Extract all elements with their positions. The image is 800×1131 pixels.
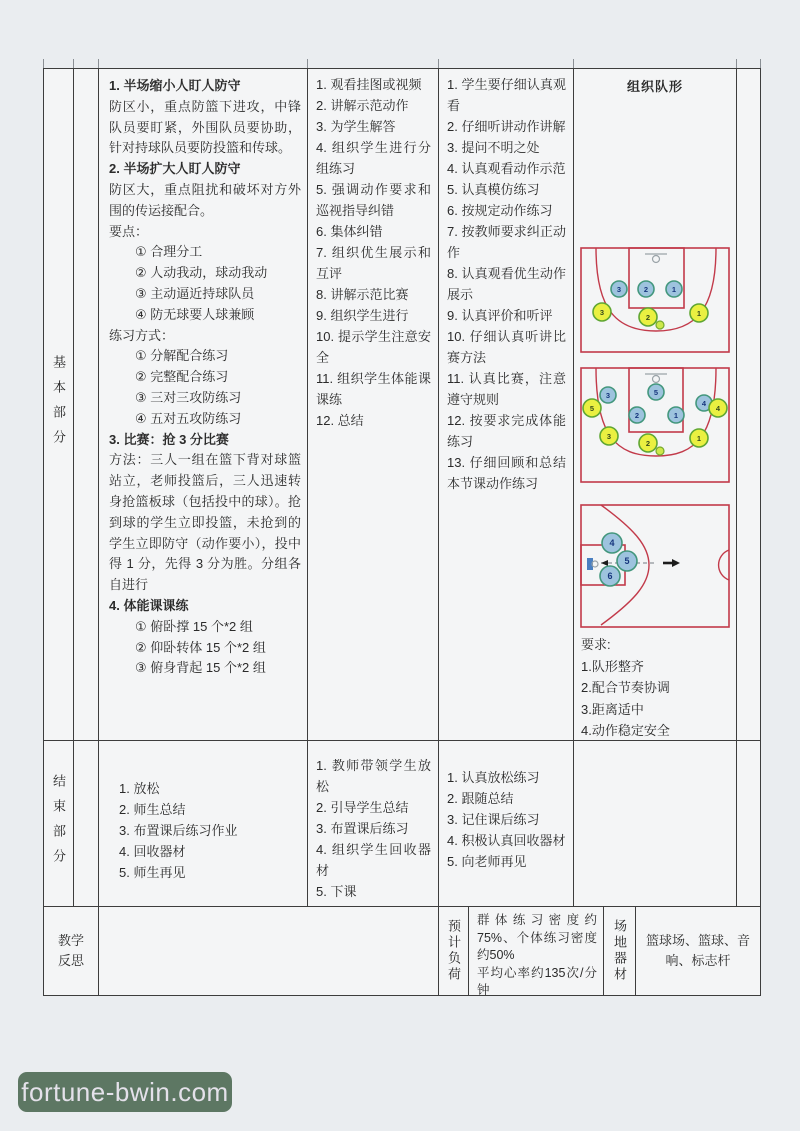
teacher-activity-item: 9. 组织学生进行 (316, 308, 409, 323)
student-activity-item: 3. 提问不明之处 (447, 140, 540, 155)
watermark-badge: fortune-bwin.com (18, 1072, 232, 1112)
ending-teacher-item: 5. 下课 (316, 884, 357, 900)
court-diagram-3v3 (579, 247, 731, 354)
student-activity-item: 1. 学生要仔细认真观看 (447, 77, 566, 113)
requirement-line: 2.配合节奏协调 (581, 680, 670, 695)
row-basic-part (44, 69, 760, 741)
row-footer (44, 907, 760, 995)
svg-text:2: 2 (634, 411, 640, 420)
svg-text:4: 4 (609, 538, 615, 548)
ending-teacher-item: 2. 引导学生总结 (316, 800, 409, 816)
student-activity-item: 9. 认真评价和听评 (447, 308, 553, 323)
ending-content-item: 3. 布置课后练习作业 (119, 822, 238, 838)
expected-load-label: 预计负荷 (439, 907, 469, 995)
student-activity-item: 11. 认真比赛，注意遵守规则 (447, 371, 566, 407)
content-line: 方法：三人一组在篮下背对球篮站立，老师投篮后，三人迅速转身抢篮板球（包括投中的球）。抢到球的学生立即投篮，未抢到的学生立即防守（动作要小），投中得 1 分，先得 3 分为胜。分组各自进行 (109, 452, 301, 593)
defense-players (600, 384, 712, 423)
student-activity-item: 5. 认真模仿练习 (447, 182, 540, 197)
content-line: ① 俯卧撑 15 个*2 组 (135, 618, 253, 634)
student-activity-item: 4. 认真观看动作示范 (447, 161, 566, 176)
ball-icon (656, 447, 664, 455)
table-top-stub (73, 59, 74, 68)
content-line: ③ 三对三攻防练习 (135, 389, 242, 405)
content-line: ① 合理分工 (135, 244, 203, 260)
content-line: 防区小，重点防篮下进攻，中锋队员要盯紧，外围队员要协助，针对持球队员要防投篮和传球。 (109, 98, 301, 156)
defense-players (611, 281, 682, 297)
requirement-line: 3.距离适中 (581, 701, 644, 717)
svg-text:2: 2 (645, 313, 651, 322)
content-line: 要点： (109, 223, 149, 239)
student-activity-item: 13. 仔细回顾和总结本节课动作练习 (447, 455, 566, 491)
table-top-stub (760, 59, 761, 68)
row-ending-part (44, 741, 760, 907)
svg-text:3: 3 (616, 285, 622, 294)
svg-text:1: 1 (671, 285, 677, 294)
svg-text:1: 1 (696, 309, 702, 318)
ending-teacher-item: 3. 布置课后练习 (316, 821, 409, 837)
content-line: 1. 半场缩小人盯人防守 (109, 78, 241, 93)
formation-requirements (581, 634, 670, 740)
load-line: 平均心率约135次/分钟 (477, 965, 597, 995)
requirement-line: 1.队形整齐 (581, 658, 644, 674)
table-top-stub (736, 59, 737, 68)
empty-formation-cell (574, 741, 737, 906)
table-top-stub (307, 59, 308, 68)
teacher-activity-item: 11. 组织学生体能课课练 (316, 371, 431, 407)
formation-column (574, 69, 737, 740)
teacher-activity-column (308, 69, 439, 740)
teacher-activity-item: 6. 集体纠错 (316, 224, 383, 239)
teacher-activity-item: 5. 强调动作要求和巡视指导纠错 (316, 182, 431, 218)
ending-content-item: 4. 回收器材 (119, 843, 186, 859)
content-line: ③ 俯身背起 15 个*2 组 (135, 660, 266, 676)
student-activity-item: 7. 按教师要求纠正动作 (447, 224, 566, 260)
content-line: 防区大，重点阻扰和破坏对方外围的传运接配合。 (109, 181, 301, 218)
reflection-label-cell (44, 907, 99, 995)
reflection-empty-area (99, 907, 439, 995)
teacher-activity-item: 8. 讲解示范比赛 (316, 287, 409, 302)
ending-content-item: 1. 放松 (119, 781, 160, 797)
svg-text:6: 6 (607, 571, 613, 581)
content-line: ① 分解配合练习 (135, 348, 229, 364)
basketball-hoop-icon (653, 256, 660, 263)
svg-text:2: 2 (645, 439, 651, 448)
teacher-activity-item: 10. 提示学生注意安全 (316, 329, 431, 365)
basketball-hoop-icon (653, 376, 660, 383)
svg-text:4: 4 (715, 404, 721, 413)
ending-part-label: 结束部分 (44, 741, 74, 906)
student-activity-column (439, 69, 574, 740)
ending-student-item: 2. 跟随总结 (447, 791, 514, 807)
requirement-line: 要求: (581, 637, 611, 652)
student-activity-item: 2. 仔细听讲动作讲解 (447, 119, 566, 134)
requirement-line: 4.动作稳定安全 (581, 723, 670, 738)
load-line: 群体练习密度约75%、个体练习密度约50% (477, 913, 597, 962)
ending-content-column (99, 741, 308, 906)
court-diagram-5v5 (579, 367, 731, 484)
teacher-activity-item: 1. 观看挂图或视频 (316, 77, 422, 92)
content-line: ④ 防无球要人球兼顾 (135, 306, 255, 322)
formation-title: 组织队形 (626, 79, 683, 94)
svg-text:3: 3 (605, 391, 611, 400)
reflection-label: 教学反思 (57, 933, 84, 968)
svg-text:5: 5 (589, 404, 595, 413)
lesson-plan-table (43, 68, 761, 996)
content-line: ② 完整配合练习 (135, 369, 229, 385)
svg-text:5: 5 (653, 388, 659, 397)
svg-text:3: 3 (599, 308, 605, 317)
svg-text:2: 2 (643, 285, 649, 294)
content-line: 2. 半场扩大人盯人防守 (109, 161, 241, 177)
content-line: 练习方式： (109, 327, 175, 343)
ending-student-item: 5. 向老师再见 (447, 854, 527, 870)
content-line: 3. 比赛：抢 3 分比赛 (109, 431, 229, 447)
student-activity-item: 8. 认真观看优生动作展示 (447, 266, 566, 302)
teacher-activity-item: 7. 组织优生展示和互评 (316, 245, 431, 281)
expected-load-text (469, 907, 604, 995)
teacher-activity-item: 3. 为学生解答 (316, 119, 396, 134)
teacher-activity-item: 2. 讲解示范动作 (316, 98, 409, 113)
court-diagram-rebound-game (579, 503, 731, 629)
ending-student-item: 4. 积极认真回收器材 (447, 833, 566, 849)
ending-teacher-item: 1. 教师带领学生放松 (316, 758, 431, 795)
svg-text:3: 3 (606, 432, 612, 441)
content-line: ② 仰卧转体 15 个*2 组 (135, 639, 266, 655)
teacher-activity-item: 4. 组织学生进行分组练习 (316, 140, 431, 176)
content-line: ④ 五对五攻防练习 (135, 410, 242, 426)
equipment-text: 篮球场、篮球、音响、标志杆 (645, 933, 750, 968)
content-line: ③ 主动逼近持球队员 (135, 285, 255, 301)
spacer-column (737, 69, 760, 740)
ending-student-item: 1. 认真放松练习 (447, 770, 540, 786)
svg-text:5: 5 (624, 556, 630, 566)
ending-student-column (439, 741, 574, 906)
table-top-stub (98, 59, 99, 68)
ending-teacher-column (308, 741, 439, 906)
svg-text:1: 1 (696, 434, 702, 443)
spacer-column (74, 741, 99, 906)
teacher-activity-item: 12. 总结 (316, 413, 364, 428)
basic-part-label: 基本部分 (44, 69, 74, 740)
ending-content-item: 5. 师生再见 (119, 864, 186, 880)
content-line: 4. 体能课课练 (109, 597, 189, 613)
spacer-column (737, 741, 760, 906)
student-activity-item: 6. 按规定动作练习 (447, 203, 553, 218)
svg-text:1: 1 (673, 411, 679, 420)
ball-icon (656, 321, 664, 329)
table-top-stub (43, 59, 44, 68)
table-top-stub (573, 59, 574, 68)
equipment-label: 场地器材 (604, 907, 636, 995)
svg-text:4: 4 (701, 399, 707, 408)
teaching-content-column (99, 69, 308, 740)
table-top-stub (438, 59, 439, 68)
student-activity-item: 10. 仔细认真听讲比赛方法 (447, 329, 566, 365)
ending-student-item: 3. 记住课后练习 (447, 812, 540, 828)
rebound-players (600, 533, 637, 586)
spacer-column (74, 69, 99, 740)
content-line: ② 人动我动，球动我动 (135, 265, 268, 281)
ending-content-item: 2. 师生总结 (119, 802, 186, 818)
student-activity-item: 12. 按要求完成体能练习 (447, 413, 566, 449)
ending-teacher-item: 4. 组织学生回收器材 (316, 842, 431, 879)
